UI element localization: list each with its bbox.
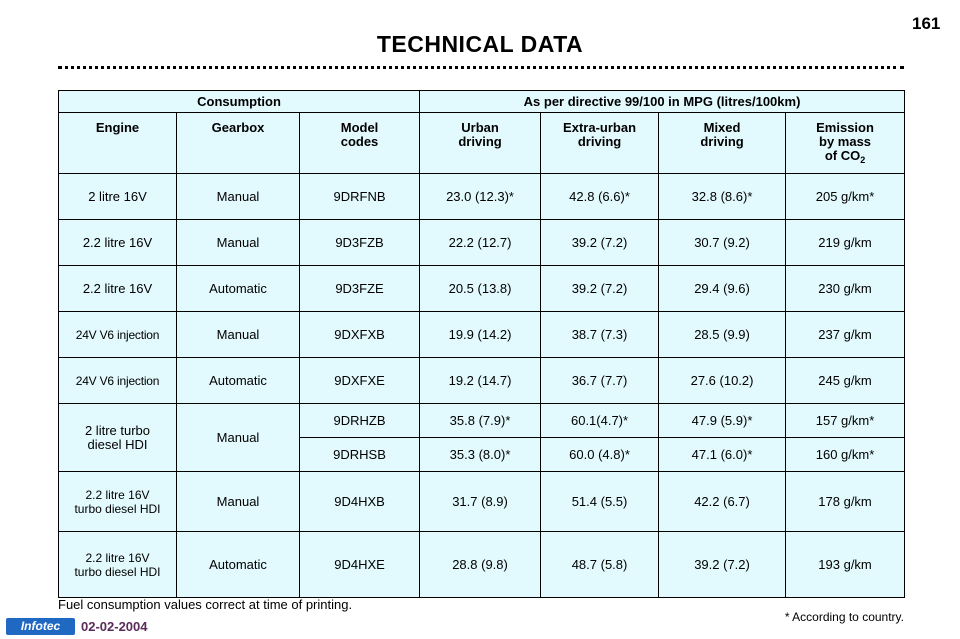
column-header-extra-urban: Extra-urban driving (541, 113, 659, 174)
cell-extra-urban: 51.4 (5.5) (541, 472, 659, 532)
cell-urban: 23.0 (12.3)* (420, 174, 541, 220)
cell-emission: 157 g/km* (786, 404, 905, 438)
cell-mixed: 29.4 (9.6) (659, 266, 786, 312)
country-footnote: * According to country. (784, 610, 904, 624)
cell-emission: 237 g/km (786, 312, 905, 358)
column-header-emission: Emission by mass of $CO_2$ (786, 113, 905, 174)
cell-urban: 20.5 (13.8) (420, 266, 541, 312)
cell-mixed: 28.5 (9.9) (659, 312, 786, 358)
cell-urban: 19.9 (14.2) (420, 312, 541, 358)
cell-extra-urban: 39.2 (7.2) (541, 220, 659, 266)
cell-model-code: 9DRHSB (300, 438, 420, 472)
cell-extra-urban: 38.7 (7.3) (541, 312, 659, 358)
cell-urban: 31.7 (8.9) (420, 472, 541, 532)
page-title: TECHNICAL DATA (376, 31, 584, 57)
cell-extra-urban: 60.0 (4.8)* (541, 438, 659, 472)
table-row (59, 532, 905, 598)
cell-gearbox: Automatic (177, 266, 300, 312)
cell-mixed: 30.7 (9.2) (659, 220, 786, 266)
column-header-gearbox: Gearbox (177, 113, 300, 174)
table-row (59, 404, 905, 438)
document-date: 02-02-2004 (81, 619, 148, 634)
column-header-engine: Engine (59, 113, 177, 174)
cell-mixed: 32.8 (8.6)* (659, 174, 786, 220)
table-group-header-row (59, 91, 905, 113)
cell-engine: 24V V6 injection (59, 358, 177, 404)
cell-gearbox: Automatic (177, 358, 300, 404)
cell-model-code: 9DRFNB (300, 174, 420, 220)
cell-model-code: 9DXFXE (300, 358, 420, 404)
cell-emission: 219 g/km (786, 220, 905, 266)
cell-emission: 160 g/km* (786, 438, 905, 472)
cell-extra-urban: 42.8 (6.6)* (541, 174, 659, 220)
cell-mixed: 39.2 (7.2) (659, 532, 786, 598)
table-row (59, 472, 905, 532)
cell-gearbox: Manual (177, 220, 300, 266)
cell-gearbox: Automatic (177, 532, 300, 598)
column-header-urban: Urban driving (420, 113, 541, 174)
technical-data-table (58, 90, 905, 598)
table-column-header-row (59, 113, 905, 174)
cell-mixed: 47.1 (6.0)* (659, 438, 786, 472)
cell-engine: 2.2 litre 16V (59, 266, 177, 312)
cell-model-code: 9D4HXB (300, 472, 420, 532)
table-row (59, 358, 905, 404)
cell-mixed: 42.2 (6.7) (659, 472, 786, 532)
cell-urban: 19.2 (14.7) (420, 358, 541, 404)
cell-engine: 2.2 litre 16V turbo diesel HDI (59, 472, 177, 532)
cell-emission: 178 g/km (786, 472, 905, 532)
cell-engine: 2.2 litre 16V (59, 220, 177, 266)
cell-extra-urban: 48.7 (5.8) (541, 532, 659, 598)
table-row (59, 312, 905, 358)
cell-emission: 205 g/km* (786, 174, 905, 220)
cell-engine: 2 litre turbo diesel HDI (59, 404, 177, 472)
cell-gearbox: Manual (177, 174, 300, 220)
cell-urban: 35.8 (7.9)* (420, 404, 541, 438)
page-number: 161 (912, 14, 941, 33)
cell-extra-urban: 39.2 (7.2) (541, 266, 659, 312)
cell-emission: 245 g/km (786, 358, 905, 404)
cell-engine: 24V V6 injection (59, 312, 177, 358)
cell-model-code: 9D4HXE (300, 532, 420, 598)
cell-model-code: 9DRHZB (300, 404, 420, 438)
column-header-mixed: Mixed driving (659, 113, 786, 174)
cell-extra-urban: 36.7 (7.7) (541, 358, 659, 404)
cell-gearbox: Manual (177, 404, 300, 472)
cell-model-code: 9DXFXB (300, 312, 420, 358)
cell-mixed: 27.6 (10.2) (659, 358, 786, 404)
cell-gearbox: Manual (177, 472, 300, 532)
cell-extra-urban: 60.1(4.7)* (541, 404, 659, 438)
consumption-note: Fuel consumption values correct at time of printing. (58, 597, 353, 612)
cell-gearbox: Manual (177, 312, 300, 358)
cell-urban: 35.3 (8.0)* (420, 438, 541, 472)
cell-urban: 28.8 (9.8) (420, 532, 541, 598)
cell-mixed: 47.9 (5.9)* (659, 404, 786, 438)
column-header-model: Model codes (300, 113, 420, 174)
cell-model-code: 9D3FZE (300, 266, 420, 312)
dotted-divider (58, 66, 904, 69)
cell-urban: 22.2 (12.7) (420, 220, 541, 266)
infotec-logo: Infotec (6, 618, 75, 635)
cell-emission: 230 g/km (786, 266, 905, 312)
cell-engine: 2 litre 16V (59, 174, 177, 220)
table-row (59, 266, 905, 312)
cell-emission: 193 g/km (786, 532, 905, 598)
group-header-consumption: Consumption (59, 91, 420, 113)
group-header-directive: As per directive 99/100 in MPG (litres/100km) (420, 91, 905, 113)
table-row (59, 220, 905, 266)
cell-model-code: 9D3FZB (300, 220, 420, 266)
table-row (59, 174, 905, 220)
cell-engine: 2.2 litre 16V turbo diesel HDI (59, 532, 177, 598)
